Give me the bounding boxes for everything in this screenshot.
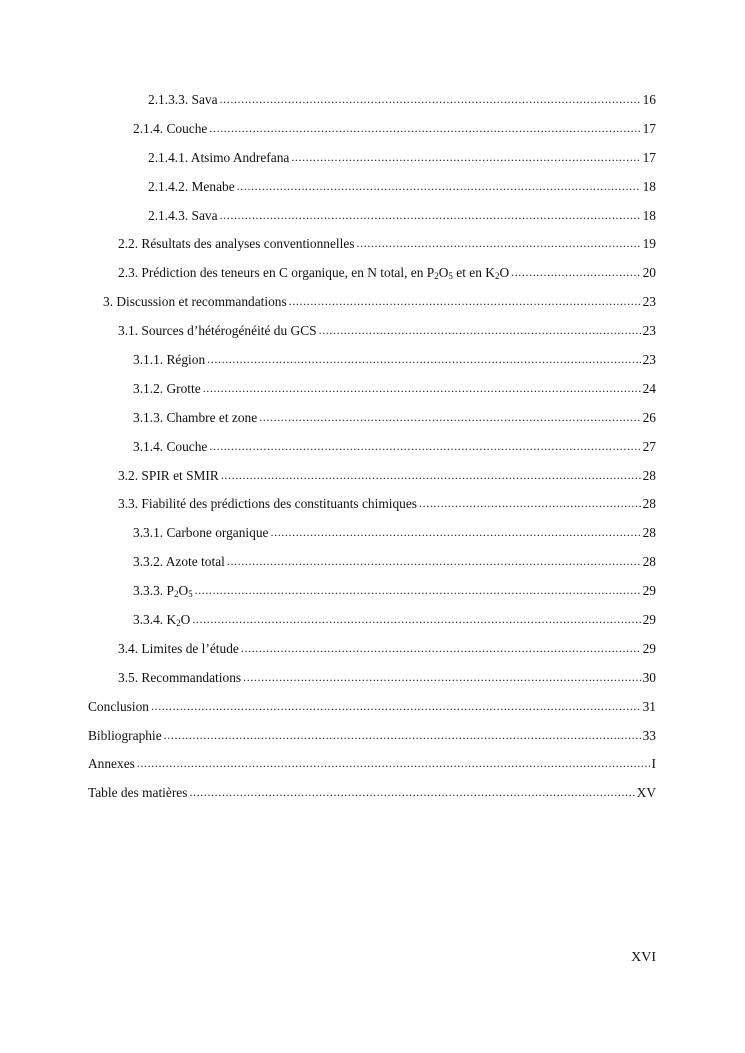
toc-entry-text: Table des matières [88, 785, 188, 801]
toc-dot-leader [189, 782, 634, 802]
toc-dot-leader [419, 493, 641, 513]
toc-entry-title [118, 639, 239, 659]
toc-entry-page: 20 [642, 265, 656, 281]
toc-entry-title [118, 263, 509, 283]
toc-entry-title [148, 148, 289, 168]
toc-dot-leader [207, 349, 640, 369]
toc-dot-leader [195, 580, 641, 600]
toc-dot-leader [291, 147, 640, 167]
toc-entry-text: 2.1.4.1. Atsimo Andrefana [148, 149, 290, 165]
toc-entry-title [133, 437, 207, 457]
toc-entry-page: 28 [642, 467, 656, 483]
toc-entry-page: 23 [642, 294, 656, 310]
toc-entry[interactable] [88, 783, 656, 812]
toc-dot-leader [221, 465, 641, 485]
toc-entry-text: O [178, 583, 189, 599]
toc-entry[interactable] [88, 234, 656, 263]
toc-entry-title [88, 697, 149, 717]
toc-entry-page: 19 [642, 236, 656, 252]
toc-dot-leader [357, 233, 641, 253]
toc-entry-text: et en K [452, 265, 495, 281]
toc-entry[interactable] [88, 610, 656, 639]
toc-entry-text: 3.5. Recommandations [118, 669, 242, 685]
toc-entry-title [118, 234, 355, 254]
toc-entry-page: 18 [642, 207, 656, 223]
toc-entry-text: 2.1.3.3. Sava [148, 92, 218, 107]
toc-entry-text: 2.1.4.2. Menabe [148, 178, 235, 194]
page-number: XVI [631, 950, 656, 965]
toc-entry-text: Bibliographie [88, 727, 162, 743]
toc-dot-leader [151, 696, 641, 716]
toc-entry-text: 3.4. Limites de l’étude [118, 640, 239, 656]
toc-entry-page: 31 [642, 698, 656, 714]
toc-dot-leader [220, 205, 641, 225]
toc-entry[interactable] [88, 668, 656, 697]
toc-entry-title [133, 119, 207, 139]
toc-entry-title [148, 206, 218, 226]
toc-entry-page: 29 [642, 612, 656, 628]
toc-entry-page: 23 [642, 352, 656, 368]
toc-entry[interactable] [88, 119, 656, 148]
toc-dot-leader [203, 378, 641, 398]
toc-entry[interactable] [88, 754, 656, 783]
toc-entry-text: 2.1.4. Couche [133, 120, 208, 136]
toc-entry-title [118, 466, 219, 486]
toc-entry-text: Annexes [88, 756, 135, 772]
toc-dot-leader [164, 725, 641, 745]
toc-entry-title [133, 350, 205, 370]
toc-entry[interactable] [88, 350, 656, 379]
toc-entry-page: 17 [642, 120, 656, 136]
toc-entry-page: 28 [642, 525, 656, 541]
toc-entry-title [88, 783, 187, 803]
toc-entry-text: 3.1.4. Couche [133, 438, 208, 454]
toc-dot-leader [259, 407, 640, 427]
toc-entry-page: 26 [642, 409, 656, 425]
toc-entry-text: Conclusion [88, 698, 150, 714]
toc-entry-text: 2.1.4.3. Sava [148, 207, 218, 223]
toc-entry-title [118, 321, 317, 341]
toc-entry-title [118, 494, 417, 514]
toc-entry[interactable] [88, 379, 656, 408]
toc-entry-text: 3.3.1. Carbone organique [133, 525, 269, 541]
toc-entry[interactable] [88, 552, 656, 581]
toc-entry-title [133, 552, 225, 572]
toc-entry[interactable] [88, 148, 656, 177]
toc-dot-leader [237, 176, 641, 196]
toc-entry[interactable] [88, 437, 656, 466]
toc-dot-leader [289, 291, 641, 311]
toc-entry-text: 2.2. Résultats des analyses conventionnelles [118, 236, 355, 252]
toc-entry[interactable] [88, 639, 656, 668]
toc-dot-leader [319, 320, 641, 340]
toc-dot-leader [192, 609, 640, 629]
toc-entry-text: 3.1.1. Région [133, 352, 206, 368]
toc-entry-text: 3.3. Fiabilité des prédictions des constituants chimiques [118, 496, 418, 512]
toc-entry-text: 3.1.2. Grotte [133, 380, 201, 396]
toc-entry[interactable] [88, 697, 656, 726]
toc-entry-page: XV [636, 785, 656, 801]
toc-dot-leader [227, 551, 641, 571]
toc-entry-subscript: 2 [173, 589, 179, 600]
toc-entry-text: O [180, 612, 191, 628]
toc-entry-page: 29 [642, 640, 656, 656]
toc-dot-leader [243, 667, 641, 687]
toc-dot-leader [220, 89, 641, 109]
toc-entry-page: 33 [642, 727, 656, 743]
table-of-contents [88, 90, 656, 812]
toc-entry-title [133, 523, 269, 543]
toc-entry-text: 2.3. Prédiction des teneurs en C organique, en N total, en P [118, 265, 435, 281]
toc-entry-text: 3.3.4. K [133, 612, 177, 628]
toc-entry-page: 28 [642, 554, 656, 570]
toc-entry[interactable] [88, 177, 656, 206]
toc-entry-subscript: 5 [188, 589, 193, 600]
toc-dot-leader [137, 753, 650, 773]
toc-entry-text: 3. Discussion et recommandations [103, 294, 287, 310]
toc-entry-page: 30 [642, 669, 656, 685]
toc-dot-leader [271, 522, 641, 542]
toc-entry-page: 17 [642, 149, 656, 165]
toc-dot-leader [241, 638, 641, 658]
toc-entry-text: 3.3.2. Azote total [133, 554, 225, 570]
toc-entry[interactable] [88, 408, 656, 437]
toc-entry[interactable] [88, 321, 656, 350]
toc-entry[interactable] [88, 263, 656, 292]
toc-entry-page: 23 [642, 323, 656, 339]
toc-entry-text: 3.3.3. P [133, 583, 174, 599]
toc-entry-title [88, 726, 162, 746]
toc-entry-title [118, 668, 241, 688]
toc-entry-title [133, 379, 201, 399]
toc-entry-title [133, 610, 190, 630]
toc-entry-subscript: 2 [494, 271, 500, 282]
toc-entry-text: 3.1.3. Chambre et zone [133, 409, 258, 425]
toc-entry-title [148, 177, 235, 197]
toc-entry-page: 18 [642, 178, 656, 194]
toc-entry-page: 16 [642, 92, 656, 107]
toc-dot-leader [209, 118, 640, 138]
toc-entry[interactable] [88, 90, 656, 119]
toc-entry-title [133, 581, 193, 601]
toc-entry-text: O [438, 265, 449, 281]
toc-entry[interactable] [88, 292, 656, 321]
toc-entry[interactable] [88, 581, 656, 610]
toc-entry-title [133, 408, 257, 428]
toc-entry-page: 29 [642, 583, 656, 599]
toc-entry[interactable] [88, 726, 656, 755]
toc-entry-title [88, 754, 135, 774]
toc-entry-page: 24 [642, 380, 656, 396]
toc-entry-text: 3.2. SPIR et SMIR [118, 467, 219, 483]
toc-entry[interactable] [88, 494, 656, 523]
toc-entry-page: I [651, 756, 656, 772]
toc-entry-subscript: 2 [176, 618, 181, 629]
toc-entry-text: 3.1. Sources d’hétérogénéité du GCS [118, 323, 317, 339]
toc-entry[interactable] [88, 523, 656, 552]
toc-entry-subscript: 2 [434, 271, 439, 282]
toc-entry[interactable] [88, 466, 656, 495]
toc-dot-leader [511, 262, 641, 282]
toc-entry-text: O [499, 265, 510, 281]
toc-entry-page: 27 [642, 438, 656, 454]
toc-entry-title [103, 292, 287, 312]
toc-entry-subscript: 5 [448, 271, 453, 282]
toc-entry-title [148, 90, 218, 110]
toc-entry[interactable] [88, 206, 656, 235]
toc-dot-leader [209, 436, 640, 456]
toc-entry-page: 28 [642, 496, 656, 512]
